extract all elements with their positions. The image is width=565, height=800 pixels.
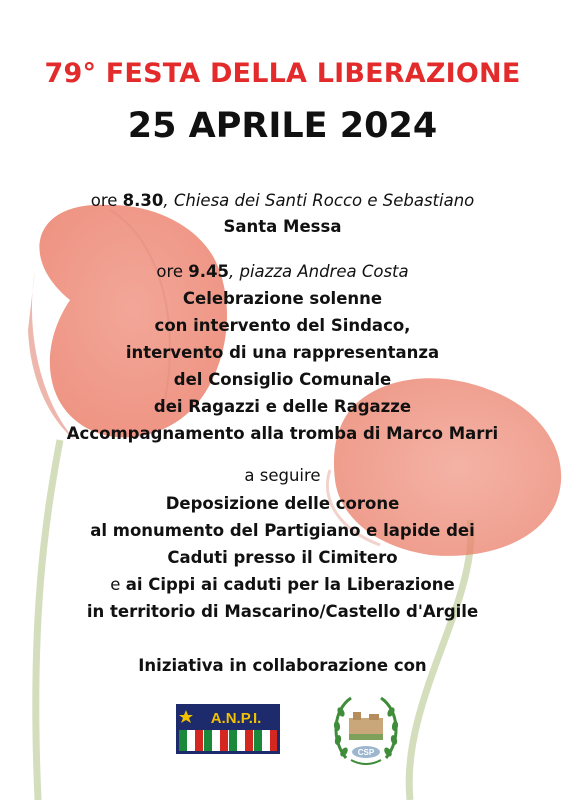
event3-line: e ai Cippi ai caduti per la Liberazione: [110, 575, 455, 594]
event2-line: Celebrazione solenne: [182, 289, 383, 308]
event1-name: Santa Messa: [223, 217, 342, 236]
event2-line: intervento di una rappresentanza: [125, 343, 440, 362]
anpi-logo: [176, 704, 280, 754]
anpi-logo-text: A.N.P.I.: [210, 710, 262, 727]
event2-line: del Consiglio Comunale: [173, 370, 392, 389]
event3-intro: a seguire: [244, 466, 321, 485]
event-title: 79° FESTA DELLA LIBERAZIONE: [44, 58, 521, 89]
csp-logo: [331, 690, 401, 770]
event3-line: in territorio di Mascarino/Castello d'Argile: [86, 602, 479, 621]
event2-line: con intervento del Sindaco,: [154, 316, 411, 335]
collaboration-label: Iniziativa in collaborazione con: [138, 656, 427, 675]
event3-line: Caduti presso il Cimitero: [167, 548, 398, 567]
event2-time-place: ore 9.45, piazza Andrea Costa: [156, 262, 409, 281]
event2-line: Accompagnamento alla tromba di Marco Marri: [66, 424, 499, 443]
event3-line: Deposizione delle corone: [165, 494, 400, 513]
event2-line: dei Ragazzi e delle Ragazze: [153, 397, 412, 416]
event3-line: al monumento del Partigiano e lapide dei: [90, 521, 475, 540]
event-date: 25 APRILE 2024: [127, 106, 438, 146]
csp-logo-text: CSP: [357, 748, 375, 757]
event1-time-place: ore 8.30, Chiesa dei Santi Rocco e Sebastiano: [90, 191, 475, 210]
